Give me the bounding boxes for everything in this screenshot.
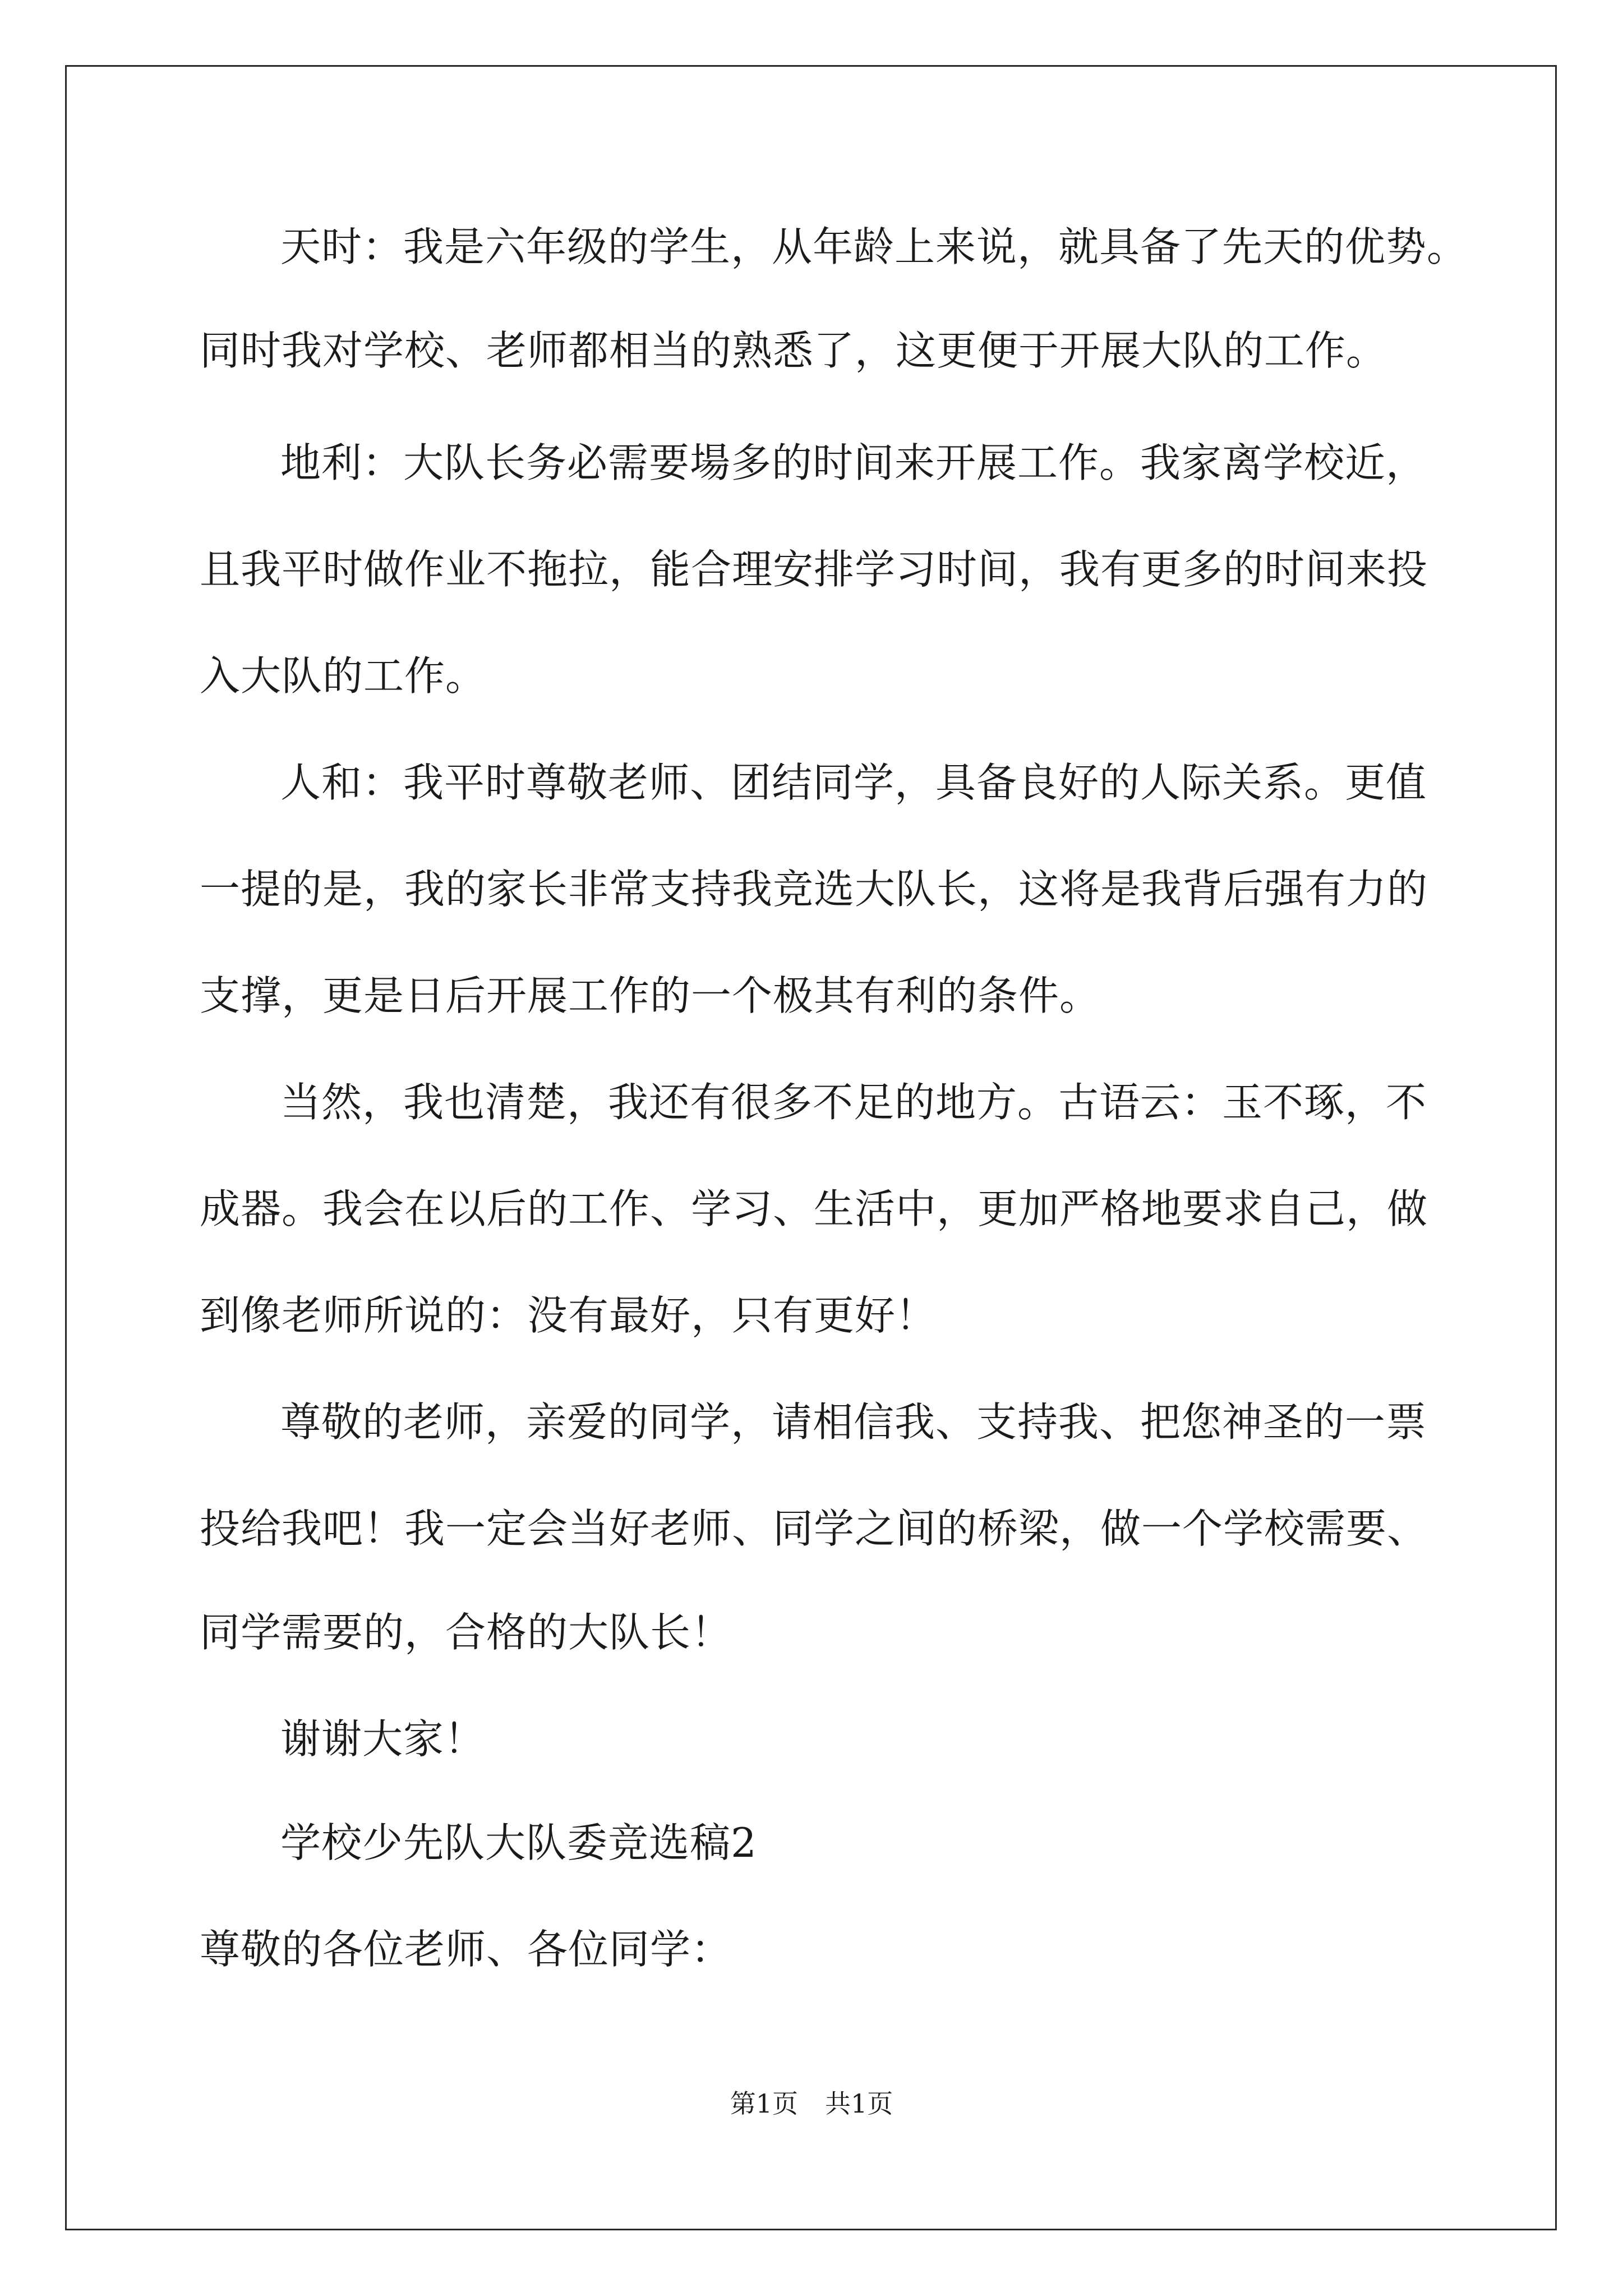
paragraph-line: 同学需要的，合格的大队长！	[200, 1609, 732, 1656]
paragraph-line: 人和：我平时尊敬老师、团结同学，具备良好的人际关系。更值	[280, 759, 1427, 806]
paragraph-line: 且我平时做作业不拖拉，能合理安排学习时间，我有更多的时间来投	[200, 546, 1428, 593]
paragraph-line: 天时：我是六年级的学生，从年龄上来说，就具备了先天的优势。	[280, 223, 1468, 270]
paragraph-line: 尊敬的老师，亲爱的同学，请相信我、支持我、把您神圣的一票	[280, 1398, 1427, 1446]
paragraph-line: 成器。我会在以后的工作、学习、生活中，更加严格地要求自己，做	[200, 1185, 1428, 1232]
paragraph-line: 同时我对学校、老师都相当的熟悉了，这更便于开展大队的工作。	[200, 327, 1387, 374]
section-title: 学校少先队大队委竞选稿2	[280, 1819, 757, 1866]
paragraph-line: 一提的是，我的家长非常支持我竞选大队长，这将是我背后强有力的	[200, 866, 1428, 913]
paragraph-line: 谢谢大家！	[280, 1715, 486, 1763]
salutation: 尊敬的各位老师、各位同学：	[200, 1926, 732, 1973]
page-border	[65, 65, 1557, 2230]
page-total: 共1页	[825, 2088, 893, 2119]
paragraph-line: 当然，我也清楚，我还有很多不足的地方。古语云：玉不琢，不	[280, 1079, 1427, 1126]
paragraph-line: 到像老师所说的：没有最好，只有更好！	[200, 1292, 937, 1339]
paragraph-line: 地利：大队长务必需要場多的时间来开展工作。我家离学校近，	[280, 439, 1427, 486]
page-footer	[0, 2087, 1623, 2120]
page-number: 第1页	[730, 2088, 798, 2119]
paragraph-line: 投给我吧！我一定会当好老师、同学之间的桥梁，做一个学校需要、	[200, 1505, 1428, 1552]
paragraph-line: 支撑，更是日后开展工作的一个极其有利的条件。	[200, 972, 1101, 1019]
paragraph-line: 入大队的工作。	[200, 652, 487, 700]
